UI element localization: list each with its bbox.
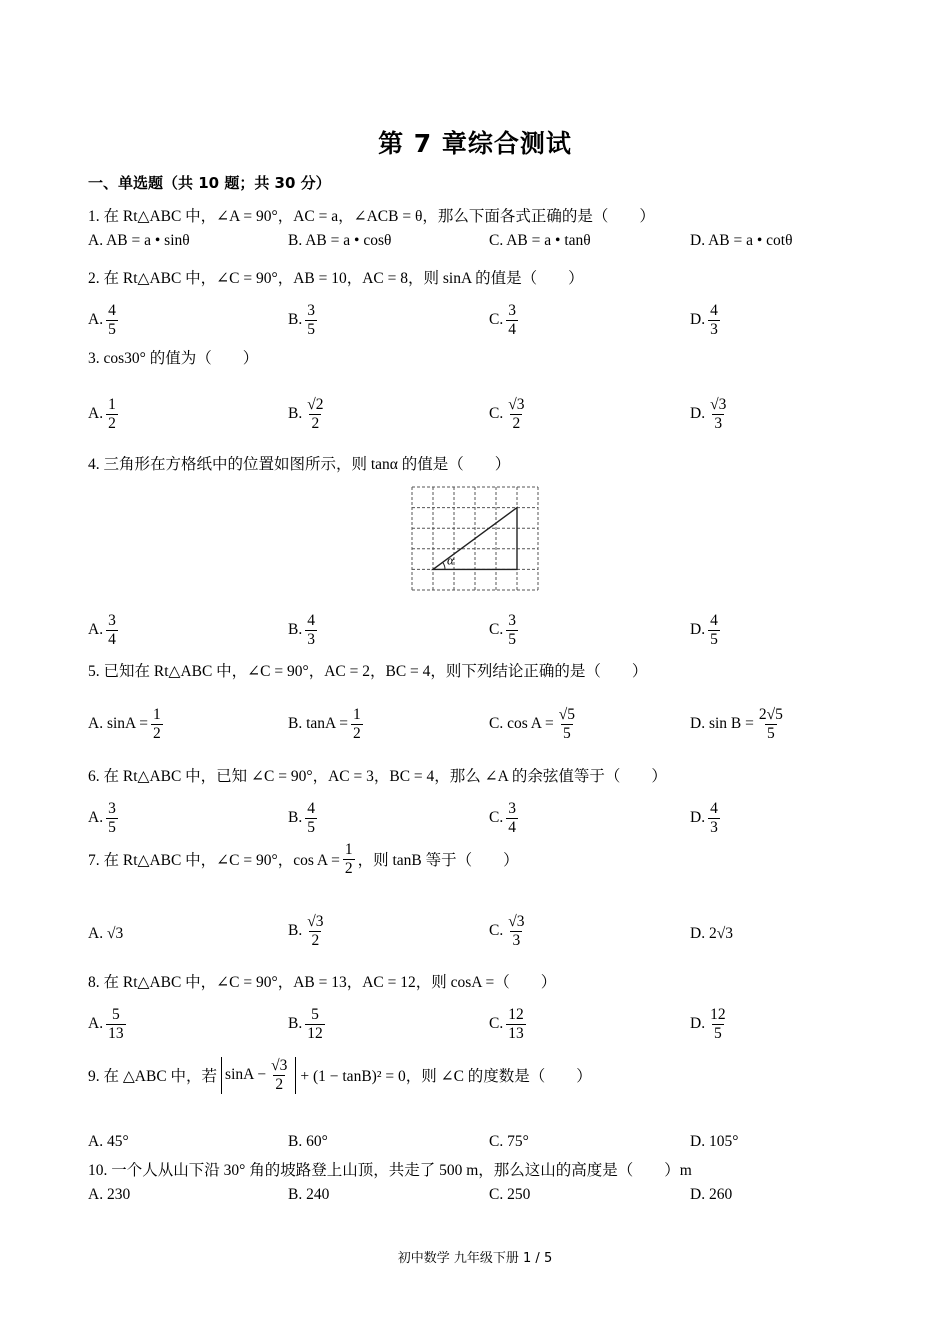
page-title: 第 7 章综合测试 [378,129,572,158]
denominator: 13 [108,1024,124,1042]
option-label: C. [489,809,504,827]
option-text: A. 230 [88,1186,131,1203]
stem-text: 2. 在 Rt△ABC 中，∠C = 90°，AB = 10，AC = 8，则 sinA 的值是（ ） [88,270,584,287]
stem-text: + (1 − tanB)² = 0，则 ∠C 的度数是（ ） [300,1068,592,1086]
denominator: 3 [710,320,718,338]
question-8-option-b [288,1006,328,1043]
question-9-option-c [489,1133,529,1151]
numerator: 3 [508,800,516,817]
denominator: 3 [512,931,521,949]
numerator: 4 [307,612,315,629]
denominator: 2 [311,414,320,432]
question-4-option-a [88,612,121,649]
stem-text: 4. 三角形在方格纸中的位置如图所示，则 tanα 的值是（ ） [88,456,511,473]
question-9-option-d [690,1133,738,1151]
option-label: C. [489,922,504,940]
question-4-option-b [288,612,320,649]
fraction [305,800,317,837]
stem-text: 1. 在 Rt△ABC 中，∠A = 90°，AC = a，∠ACB = θ，那么下面各式正确的是（ ） [88,208,655,225]
option-text: D. 260 [690,1186,733,1203]
numerator: √3 [271,1057,288,1074]
denominator: 2 [108,414,116,432]
question-10-option-a [88,1186,130,1204]
question-9-stem [88,1057,592,1094]
option-label: C. [489,311,504,329]
fraction [557,706,577,743]
denominator: 2 [352,724,361,742]
question-2-option-d [690,302,723,339]
page-footer: 初中数学 九年级下册 1 / 5 [397,1251,553,1266]
question-10-option-c [489,1186,530,1204]
question-1-stem [88,204,655,226]
question-6-stem [88,764,667,786]
stem-text: 9. 在 △ABC 中，若 [88,1068,218,1086]
angle-arc [443,562,445,569]
question-3-stem [88,346,258,368]
question-5-option-a [88,706,166,743]
section-heading: 一、单选题（共 10 题；共 30 分） [88,174,331,192]
numerator: √3 [710,396,727,413]
option-label: B. [288,621,303,639]
question-2-option-c [489,302,521,339]
option-text: D. AB = a • cotθ [690,232,793,249]
denominator: 5 [710,630,718,648]
question-1-option-a [88,232,190,250]
fraction [106,800,118,837]
grid-triangle-figure [410,485,540,593]
numerator: 12 [710,1006,726,1023]
denominator: 2 [344,859,353,877]
option-label: A. √3 [88,925,124,942]
fraction [757,706,785,743]
fraction [708,396,728,433]
option-text: A. 45° [88,1133,129,1150]
triangle [433,508,517,570]
question-3-option-c [489,396,529,433]
option-text: C. AB = a • tanθ [489,232,591,249]
question-6-option-a [88,800,121,837]
denominator: 5 [307,818,315,836]
numerator: √2 [307,396,324,413]
denominator: 5 [307,320,315,338]
question-8-stem [88,970,556,992]
numerator: 1 [108,396,116,413]
question-4-stem [88,452,510,474]
numerator: 5 [111,1006,120,1023]
fraction [351,706,363,743]
stem-text: 5. 已知在 Rt△ABC 中，∠C = 90°，AC = 2，BC = 4，则下列结论正确的是（ ） [88,663,648,680]
option-text: B. AB = a • cosθ [288,232,392,249]
option-label: D. [690,311,706,329]
numerator: 2√5 [758,706,783,723]
fraction [106,302,118,339]
question-7-option-b [288,913,328,950]
question-3-option-d [690,396,731,433]
fraction [506,1006,526,1043]
stem-text: 3. cos30° 的值为（ ） [88,350,259,367]
question-7-option-a [88,925,123,943]
question-10-stem [88,1158,692,1180]
option-label: C. cos A = [489,715,554,733]
question-10-option-b [288,1186,329,1204]
stem-text: 10. 一个人从山下沿 30° 角的坡路登上山顶，共走了 500 m，那么这山的高度是（ ）m [88,1162,692,1179]
stem-text: 8. 在 Rt△ABC 中，∠C = 90°，AB = 13，AC = 12，则 cosA =（ ） [88,974,557,991]
fraction [506,612,518,649]
option-label: B. tanA = [288,715,348,733]
question-9-option-b [288,1133,328,1151]
numerator: 4 [307,800,315,817]
question-5-option-c [489,706,580,743]
question-1-option-c [489,232,591,250]
denominator: 5 [767,724,775,742]
question-5-option-d [690,706,788,743]
numerator: 1 [153,706,161,723]
denominator: 5 [562,724,571,742]
fraction [151,706,163,743]
fraction [305,1006,325,1043]
numerator: 4 [108,302,116,319]
stem-text: sinA − [225,1066,267,1084]
numerator: 4 [710,800,718,817]
question-8-option-a [88,1006,129,1043]
option-label: D. [690,621,706,639]
question-10-option-d [690,1186,732,1204]
question-4-option-d [690,612,723,649]
stem-text: ，则 tanB 等于（ ） [357,852,519,870]
option-label: D. [690,405,706,423]
fraction [305,913,325,950]
fraction [106,612,118,649]
numerator: 3 [508,612,516,629]
numerator: 4 [710,612,718,629]
absolute-value [221,1057,296,1094]
fraction [305,612,317,649]
option-text: D. 105° [690,1133,739,1150]
option-text: C. 75° [489,1133,529,1150]
denominator: 4 [508,818,516,836]
numerator: √3 [307,913,324,930]
question-5-stem [88,659,647,681]
denominator: 13 [508,1024,524,1042]
question-2-stem [88,266,584,288]
option-label: C. [489,1015,504,1033]
denominator: 2 [153,724,161,742]
question-6-option-b [288,800,320,837]
angle-label: α [447,552,454,568]
option-text: B. 60° [288,1133,328,1150]
numerator: 12 [508,1006,524,1023]
option-label: A. [88,809,104,827]
fraction [106,1006,126,1043]
question-2-option-b [288,302,320,339]
fraction [506,396,526,433]
question-3-option-a [88,396,121,433]
question-8-option-d [690,1006,731,1043]
numerator: √3 [508,913,525,930]
option-label: D. [690,1015,706,1033]
denominator: 2 [311,931,320,949]
numerator: 3 [508,302,516,319]
option-text: A. AB = a • sinθ [88,232,190,249]
option-label: C. [489,621,504,639]
question-5-option-b [288,706,366,743]
numerator: √5 [558,706,575,723]
numerator: 1 [344,841,353,858]
fraction [343,841,355,878]
denominator: 3 [714,414,723,432]
question-2-option-a [88,302,121,339]
numerator: 5 [311,1006,319,1023]
option-label: C. [489,405,504,423]
denominator: 12 [307,1024,323,1042]
option-label: B. [288,809,303,827]
fraction [506,302,518,339]
numerator: 3 [108,612,116,629]
option-label: B. [288,1015,303,1033]
question-4-option-c [489,612,521,649]
option-label: A. sinA = [88,715,148,733]
option-label: B. [288,405,303,423]
option-text: C. 250 [489,1186,531,1203]
question-8-option-c [489,1006,529,1043]
numerator: 3 [108,800,116,817]
numerator: 4 [710,302,718,319]
option-label: B. [288,311,303,329]
question-7-option-c [489,913,529,950]
denominator: 3 [710,818,718,836]
question-1-option-d [690,232,793,250]
stem-text: 6. 在 Rt△ABC 中，已知 ∠C = 90°，AC = 3，BC = 4，那么 ∠A 的余弦值等于（ ） [88,768,667,785]
denominator: 5 [713,1024,722,1042]
question-7-stem [88,841,519,878]
option-label: D. 2√3 [690,925,733,942]
question-7-option-d [690,925,733,943]
fraction [305,302,317,339]
denominator: 2 [512,414,521,432]
fraction [106,396,118,433]
denominator: 4 [108,630,116,648]
numerator: 3 [307,302,315,319]
option-label: A. [88,311,104,329]
denominator: 5 [108,818,116,836]
fraction [305,396,325,433]
question-1-option-b [288,232,391,250]
fraction [506,800,518,837]
denominator: 2 [275,1075,284,1093]
numerator: 1 [352,706,361,723]
numerator: √3 [508,396,525,413]
denominator: 3 [307,630,315,648]
fraction [269,1057,289,1094]
question-3-option-b [288,396,328,433]
question-6-option-d [690,800,723,837]
option-label: D. sin B = [690,715,754,733]
option-label: A. [88,621,104,639]
fraction [708,302,720,339]
fraction [708,800,720,837]
option-text: B. 240 [288,1186,330,1203]
option-label: B. [288,922,303,940]
fraction [708,1006,728,1043]
fraction [506,913,526,950]
question-6-option-c [489,800,521,837]
denominator: 5 [508,630,516,648]
denominator: 5 [108,320,116,338]
stem-text: 7. 在 Rt△ABC 中，∠C = 90°，cos A = [88,852,340,870]
option-label: A. [88,405,104,423]
option-label: D. [690,809,706,827]
option-label: A. [88,1015,104,1033]
denominator: 4 [508,320,516,338]
fraction [708,612,720,649]
question-9-option-a [88,1133,129,1151]
